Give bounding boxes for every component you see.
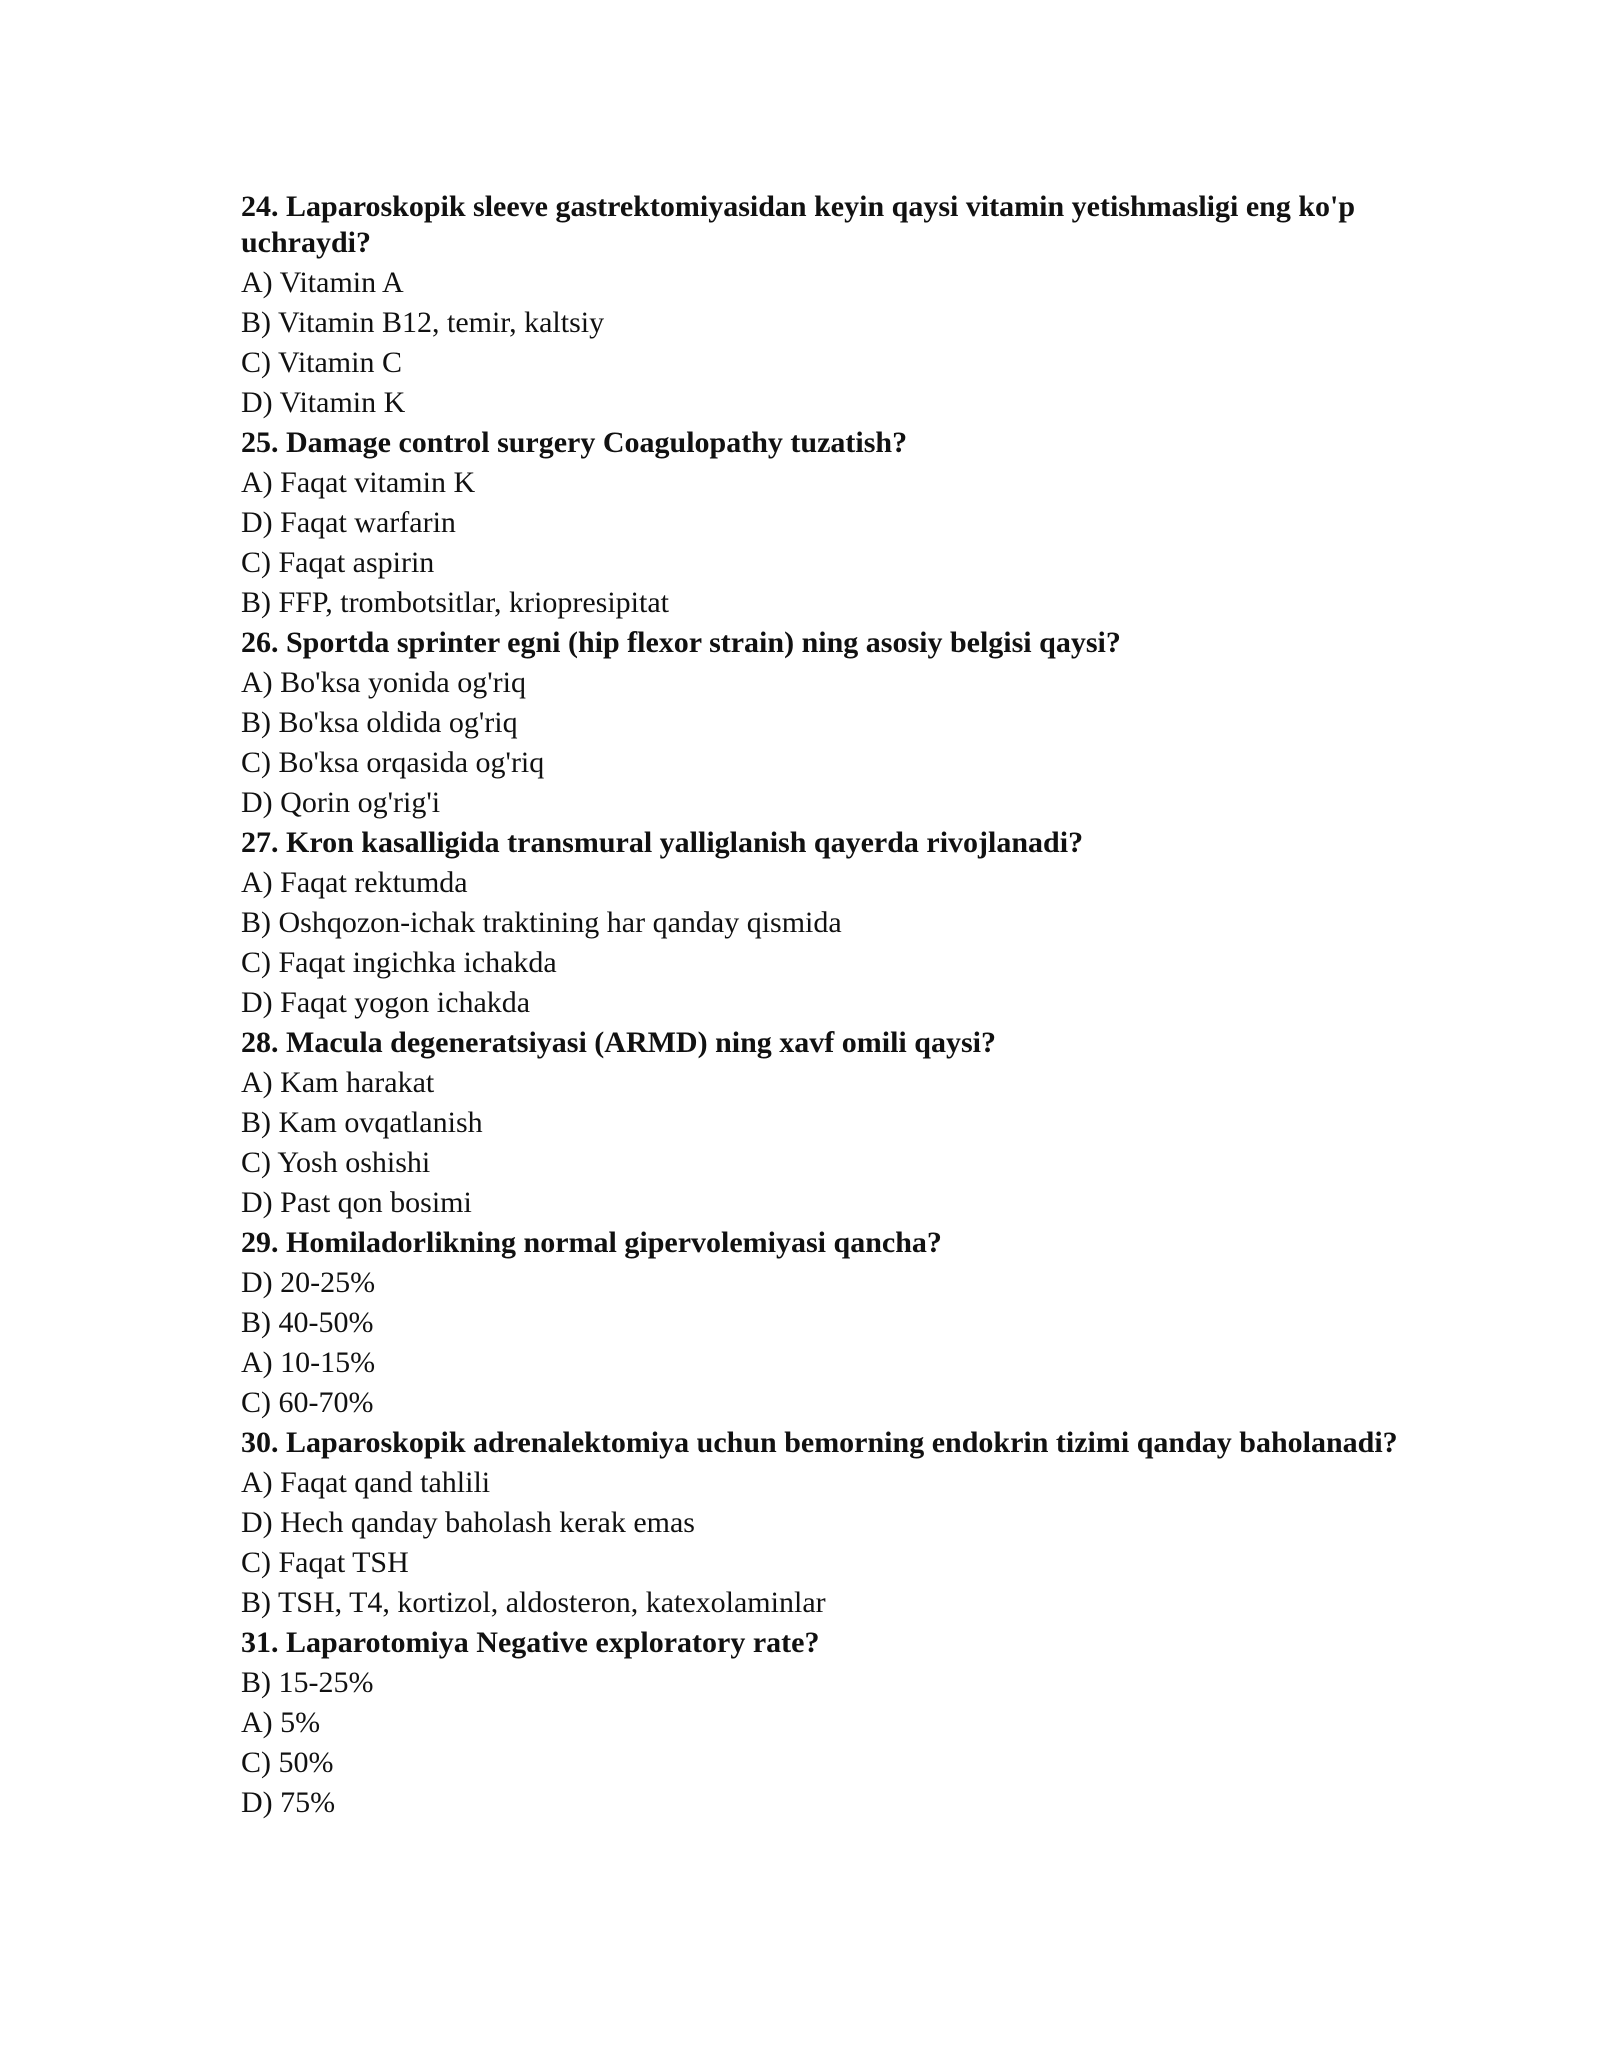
answer-option: A) Bo'ksa yonida og'riq — [241, 666, 526, 699]
answer-option: B) FFP, trombotsitlar, kriopresipitat — [241, 586, 669, 619]
answer-option: D) Hech qanday baholash kerak emas — [241, 1506, 695, 1539]
answer-option: D) Qorin og'rig'i — [241, 786, 441, 819]
answer-option: D) 75% — [241, 1786, 336, 1819]
answer-option: B) Vitamin B12, temir, kaltsiy — [241, 306, 605, 339]
answer-option: A) 5% — [241, 1706, 321, 1739]
answer-option: C) 50% — [241, 1746, 334, 1779]
question-text: 24. Laparoskopik sleeve gastrektomiyasidan keyin qaysi vitamin yetishmasligi eng ko'p uchraydi? — [241, 190, 1356, 259]
answer-option: C) Yosh oshishi — [241, 1146, 431, 1179]
question-block — [241, 1625, 1441, 1823]
question-block — [241, 1025, 1441, 1223]
question-block — [241, 189, 1441, 423]
answer-option: B) Bo'ksa oldida og'riq — [241, 706, 518, 739]
question-block — [241, 1225, 1441, 1423]
answer-option: D) Faqat warfarin — [241, 506, 456, 539]
answer-option: B) 15-25% — [241, 1666, 374, 1699]
answer-option: A) Faqat vitamin K — [241, 466, 476, 499]
question-text: 27. Kron kasalligida transmural yalliglanish qayerda rivojlanadi? — [241, 826, 1084, 859]
answer-option: C) Faqat ingichka ichakda — [241, 946, 557, 979]
answer-option: B) 40-50% — [241, 1306, 374, 1339]
answer-option: A) Faqat rektumda — [241, 866, 468, 899]
question-block — [241, 625, 1441, 823]
question-text: 31. Laparotomiya Negative exploratory rate? — [241, 1626, 820, 1659]
answer-option: A) Kam harakat — [241, 1066, 435, 1099]
answer-option: D) 20-25% — [241, 1266, 376, 1299]
answer-option: B) TSH, T4, kortizol, aldosteron, katexolaminlar — [241, 1586, 826, 1619]
question-text: 25. Damage control surgery Coagulopathy tuzatish? — [241, 426, 908, 459]
answer-option: D) Faqat yogon ichakda — [241, 986, 531, 1019]
question-text: 26. Sportda sprinter egni (hip flexor strain) ning asosiy belgisi qaysi? — [241, 626, 1121, 659]
answer-option: A) Faqat qand tahlili — [241, 1466, 491, 1499]
answer-option: C) Faqat TSH — [241, 1546, 409, 1579]
question-text: 30. Laparoskopik adrenalektomiya uchun bemorning endokrin tizimi qanday baholanadi? — [241, 1426, 1398, 1459]
question-text: 29. Homiladorlikning normal gipervolemiyasi qancha? — [241, 1226, 942, 1259]
answer-option: C) Faqat aspirin — [241, 546, 435, 579]
answer-option: C) Vitamin C — [241, 346, 402, 379]
question-block — [241, 425, 1441, 623]
answer-option: D) Vitamin K — [241, 386, 406, 419]
question-block — [241, 825, 1441, 1023]
answer-option: C) Bo'ksa orqasida og'riq — [241, 746, 545, 779]
answer-option: C) 60-70% — [241, 1386, 374, 1419]
answer-option: A) Vitamin A — [241, 266, 404, 299]
question-text: 28. Macula degeneratsiyasi (ARMD) ning xavf omili qaysi? — [241, 1026, 996, 1059]
question-block — [241, 1425, 1441, 1623]
answer-option: D) Past qon bosimi — [241, 1186, 472, 1219]
answer-option: B) Kam ovqatlanish — [241, 1106, 483, 1139]
question-list — [241, 187, 1441, 1823]
answer-option: A) 10-15% — [241, 1346, 376, 1379]
answer-option: B) Oshqozon-ichak traktining har qanday qismida — [241, 906, 842, 939]
